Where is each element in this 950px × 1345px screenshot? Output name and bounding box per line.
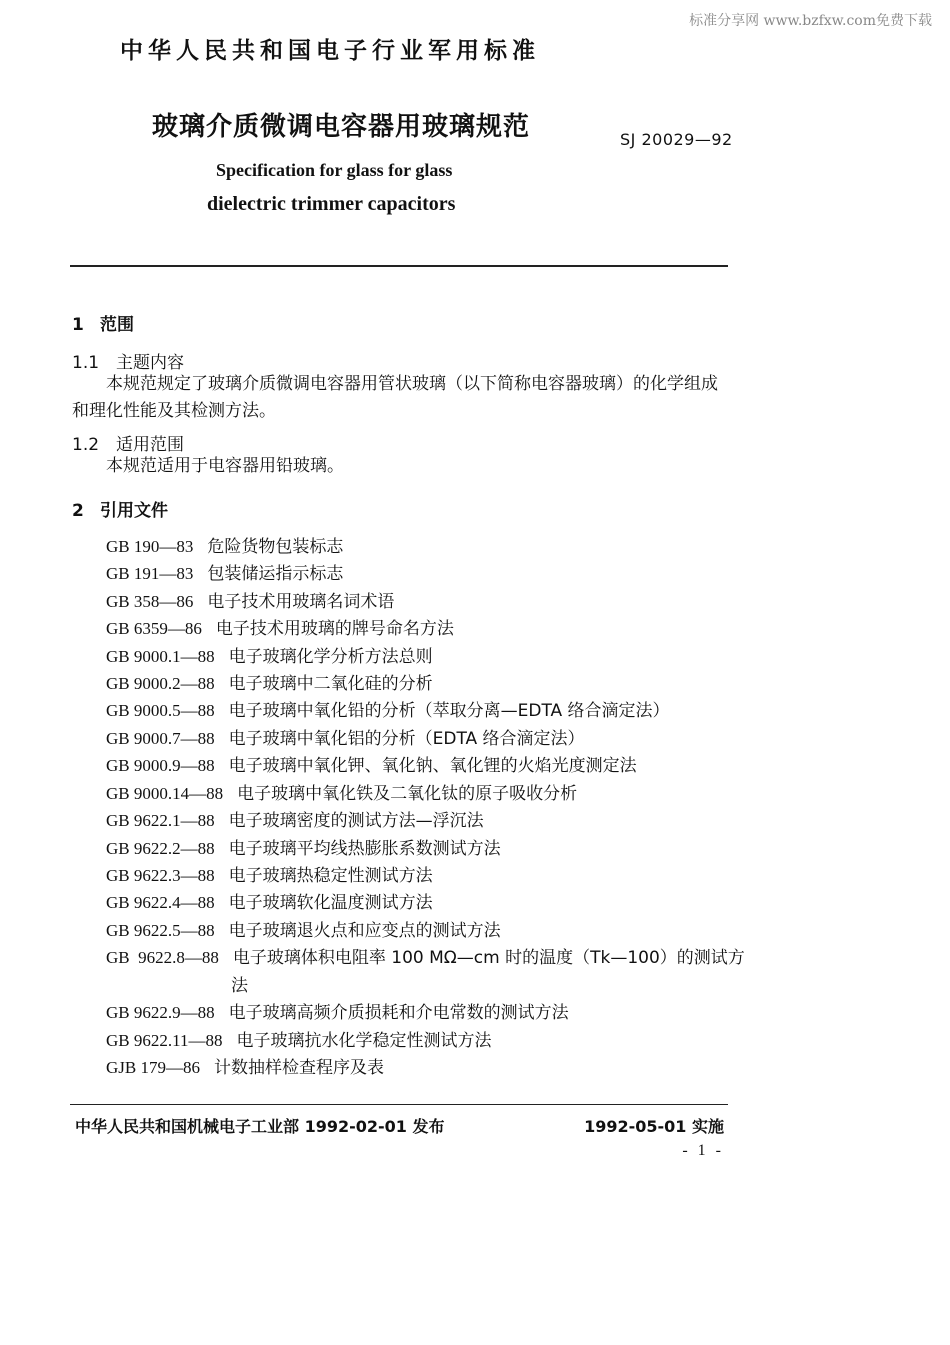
section-number: 1.1 [72, 353, 100, 373]
reference-name: 电子玻璃中氧化铝的分析（EDTA 络合滴定法） [228, 729, 585, 749]
reference-name: 电子玻璃热稳定性测试方法 [228, 866, 433, 886]
reference-code: GJB 179—86 [106, 1058, 200, 1077]
reference-code: GB 358—86 [106, 592, 194, 611]
reference-code: GB 9000.5—88 [106, 701, 215, 720]
reference-name: 电子玻璃体积电阻率 100 MΩ—cm 时的温度（Tk—100）的测试方 [232, 948, 745, 968]
reference-name: 电子玻璃抗水化学稳定性测试方法 [236, 1031, 492, 1051]
document-title-en-line2: dielectric trimmer capacitors [207, 193, 456, 215]
section-1-2-heading [72, 430, 184, 455]
reference-item [106, 998, 569, 1023]
reference-code: GB 9622.9—88 [106, 1003, 215, 1022]
reference-code: GB 9000.7—88 [106, 729, 215, 748]
reference-item [106, 943, 745, 968]
reference-code: GB 9000.2—88 [106, 674, 215, 693]
reference-name: 电子技术用玻璃的牌号命名方法 [215, 619, 454, 639]
footer-divider [70, 1104, 728, 1105]
reference-code: GB 9622.11—88 [106, 1031, 223, 1050]
section-number: 1.2 [72, 435, 100, 455]
reference-item [106, 888, 433, 913]
paragraph-applicability: 本规范适用于电容器用铅玻璃。 [106, 456, 344, 476]
implementation-date: 1992-05-01 实施 [584, 1117, 724, 1136]
reference-item [106, 751, 637, 776]
reference-code: GB 9622.1—88 [106, 811, 215, 830]
standard-category: 中华人民共和国电子行业军用标准 [120, 38, 540, 64]
standard-code: SJ 20029—92 [620, 130, 733, 149]
reference-item [106, 834, 501, 859]
reference-item [106, 779, 577, 804]
reference-item [106, 861, 433, 886]
reference-name: 电子玻璃中氧化铅的分析（萃取分离—EDTA 络合滴定法） [228, 701, 670, 721]
section-2-heading [72, 496, 168, 521]
reference-item [106, 532, 343, 557]
reference-item [106, 916, 501, 941]
reference-code: GB 9000.14—88 [106, 784, 224, 803]
reference-name: 危险货物包装标志 [207, 537, 344, 557]
reference-code: GB 9622.3—88 [106, 866, 215, 885]
reference-item [106, 614, 454, 639]
paragraph-scope-line2: 和理化性能及其检测方法。 [72, 401, 276, 421]
section-title: 范围 [100, 315, 134, 335]
reference-item [106, 642, 433, 667]
reference-name: 电子玻璃中氧化铁及二氧化钛的原子吸收分析 [237, 784, 578, 804]
reference-item [106, 559, 343, 584]
reference-name: 电子玻璃退火点和应变点的测试方法 [228, 921, 501, 941]
reference-item [106, 724, 585, 749]
reference-name: 电子玻璃高频介质损耗和介电常数的测试方法 [228, 1003, 569, 1023]
reference-code: GB 9000.9—88 [106, 756, 215, 775]
header-divider [70, 265, 728, 267]
document-title-cn: 玻璃介质微调电容器用玻璃规范 [152, 112, 531, 142]
reference-name: 电子玻璃密度的测试方法—浮沉法 [228, 811, 484, 831]
section-title: 引用文件 [100, 501, 168, 521]
issuing-authority: 中华人民共和国机械电子工业部 1992-02-01 发布 [75, 1117, 445, 1136]
section-title: 主题内容 [116, 353, 184, 373]
reference-code: GB 9622.2—88 [106, 839, 215, 858]
reference-name: 电子玻璃化学分析方法总则 [228, 647, 433, 667]
section-1-heading [72, 310, 134, 335]
section-1-1-heading [72, 348, 184, 373]
reference-code: GB 191—83 [106, 564, 194, 583]
reference-name: 电子玻璃软化温度测试方法 [228, 893, 433, 913]
document-title-en-line1: Specification for glass for glass [216, 160, 453, 180]
reference-code: GB 9622.5—88 [106, 921, 215, 940]
paragraph-scope-line1: 本规范规定了玻璃介质微调电容器用管状玻璃（以下简称电容器玻璃）的化学组成 [106, 374, 718, 394]
section-number: 2 [72, 501, 84, 521]
reference-name: 电子玻璃平均线热膨胀系数测试方法 [228, 839, 501, 859]
reference-code: GB 9000.1—88 [106, 647, 215, 666]
reference-name: 电子技术用玻璃名词术语 [207, 592, 395, 612]
reference-code: GB 9622.4—88 [106, 893, 215, 912]
reference-item [106, 1026, 492, 1051]
reference-item [106, 669, 433, 694]
reference-name-continuation: 法 [231, 976, 248, 996]
section-number: 1 [72, 315, 84, 335]
reference-name: 包装储运指示标志 [207, 564, 344, 584]
section-title: 适用范围 [116, 435, 184, 455]
reference-item [106, 1053, 384, 1078]
reference-name: 计数抽样检查程序及表 [213, 1058, 384, 1078]
reference-name: 电子玻璃中二氧化硅的分析 [228, 674, 433, 694]
page-number: - 1 - [682, 1142, 724, 1159]
reference-code: GB 6359—86 [106, 619, 202, 638]
reference-item [106, 806, 484, 831]
reference-code: GB 190—83 [106, 537, 194, 556]
watermark-text: 标准分享网 www.bzfxw.com免费下载 [689, 13, 932, 29]
reference-item [106, 587, 394, 612]
reference-code: GB 9622.8—88 [106, 948, 219, 967]
reference-name: 电子玻璃中氧化钾、氧化钠、氧化锂的火焰光度测定法 [228, 756, 637, 776]
reference-item [106, 696, 670, 721]
